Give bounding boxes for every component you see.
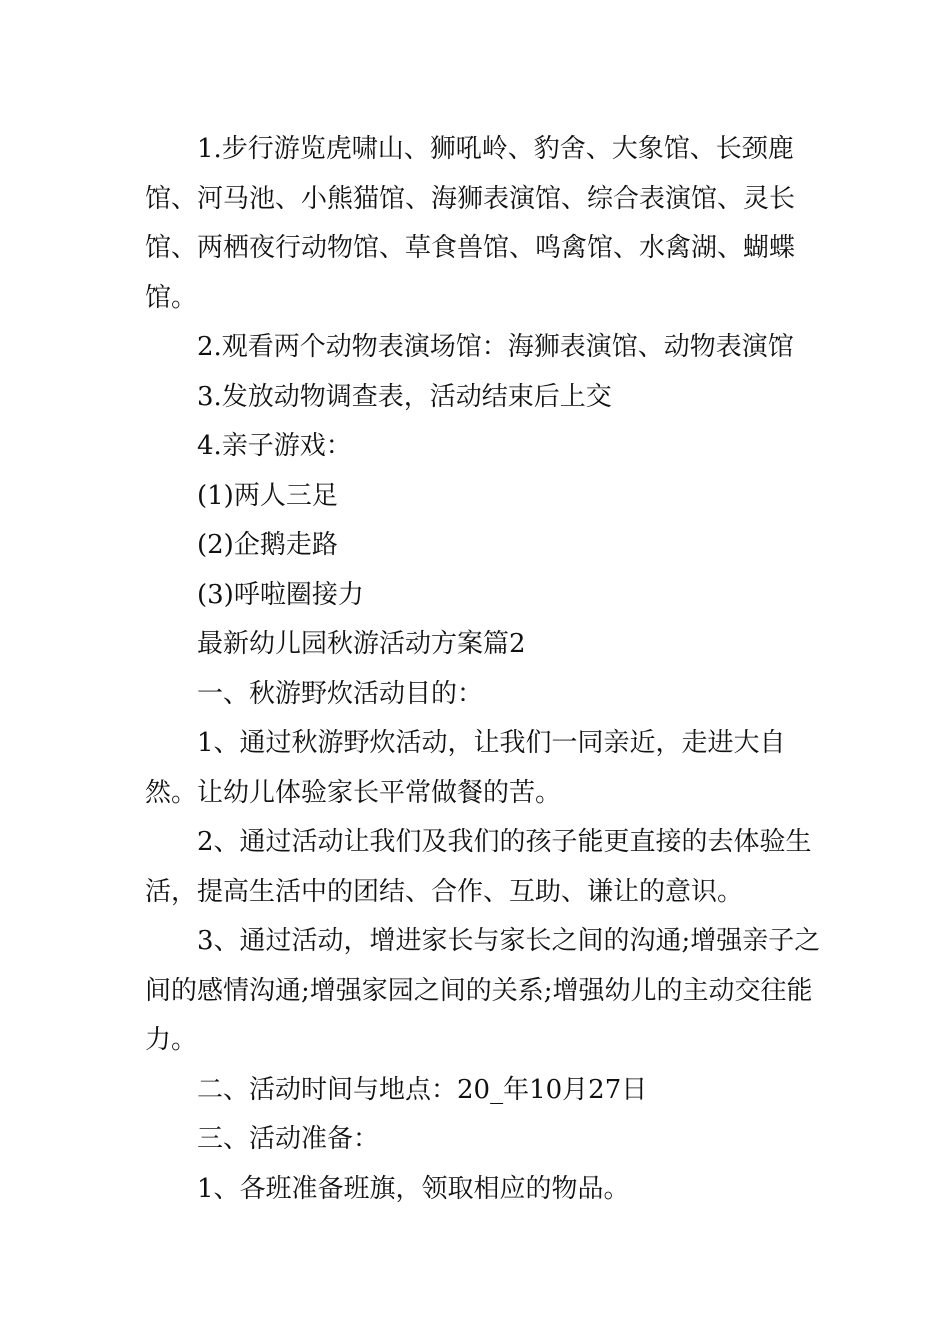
paragraph-parent-child-games: 4.亲子游戏： xyxy=(197,431,352,461)
paragraph-watch-shows: 2.观看两个动物表演场馆：海狮表演馆、动物表演馆 xyxy=(197,332,794,362)
paragraph-preparation-1: 1、各班准备班旗，领取相应的物品。 xyxy=(197,1173,630,1204)
paragraph-purpose-1: 1、通过秋游野炊活动，让我们一同亲近，走进大自然。让幼儿体验家长平常做餐的苦。 xyxy=(145,728,786,808)
paragraph-visit-route: 1.步行游览虎啸山、狮吼岭、豹舍、大象馆、长颈鹿馆、河马池、小熊猫馆、海狮表演馆、综合表演馆、灵长馆、两栖夜行动物馆、草食兽馆、鸣禽馆、水禽湖、蝴蝶馆。 xyxy=(145,134,796,313)
list-item-game-1: (1)两人三足 xyxy=(197,480,338,511)
paragraph-survey-form: 3.发放动物调查表，活动结束后上交 xyxy=(197,381,612,412)
section-heading-purpose: 一、秋游野炊活动目的： xyxy=(197,678,484,709)
list-item-game-3: (3)呼啦圈接力 xyxy=(197,579,364,610)
section-heading-preparation: 三、活动准备： xyxy=(197,1124,380,1154)
list-item-game-2: (2)企鹅走路 xyxy=(197,530,338,560)
section-heading-plan-2: 最新幼儿园秋游活动方案篇2 xyxy=(197,629,526,659)
paragraph-purpose-2: 2、通过活动让我们及我们的孩子能更直接的去体验生活，提高生活中的团结、合作、互助、谦让的意识。 xyxy=(145,827,812,907)
document-body xyxy=(145,125,835,1214)
paragraph-purpose-3: 3、通过活动，增进家长与家长之间的沟通;增强亲子之间的感情沟通;增强家园之间的关系;增强幼儿的主动交往能力。 xyxy=(145,926,821,1055)
section-heading-time-place: 二、活动时间与地点：20_年10月27日 xyxy=(197,1074,648,1105)
